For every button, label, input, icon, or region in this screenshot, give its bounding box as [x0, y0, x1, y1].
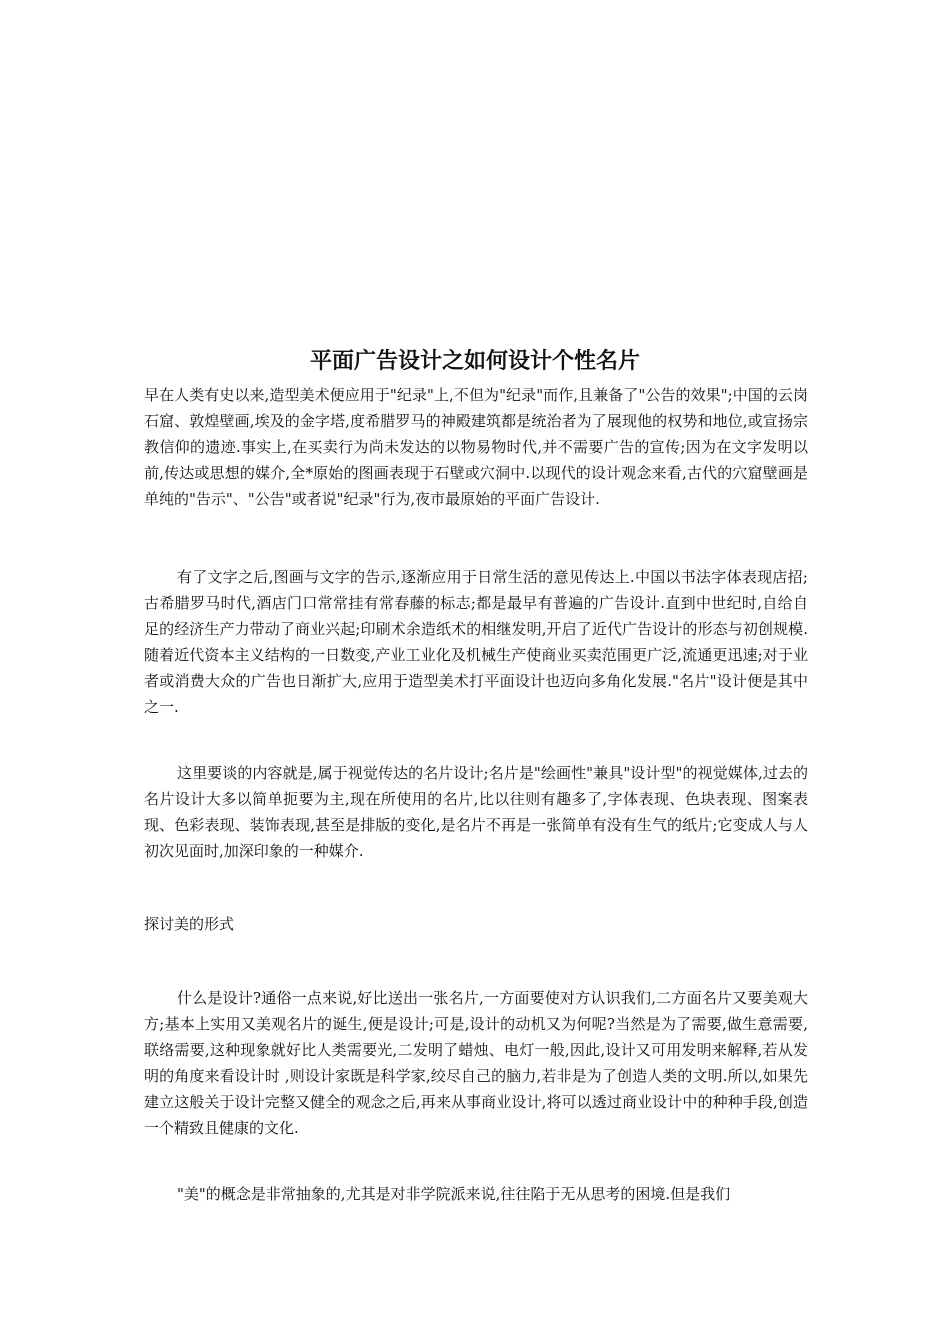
section-heading: 探讨美的形式 — [144, 915, 235, 933]
paragraph-business-card: 这里要谈的内容就是,属于视觉传达的名片设计;名片是"绘画性"兼具"设计型"的视觉媒体,过去的名片设计大多以简单扼要为主,现在所使用的名片,比以往则有趣多了,字体表现、色块表现、图案表现、色彩表现、装饰表现,甚至是排版的变化,是名片不再是一张简单有没有生气的纸片;它变成人与人初次见面时,加深印象的一种媒介. — [144, 764, 808, 860]
document-title: 平面广告设计之如何设计个性名片 — [309, 349, 640, 374]
paragraph-what-is-design: 什么是设计?通俗一点来说,好比送出一张名片,一方面要使对方认识我们,二方面名片又要美观大方;基本上实用又美观名片的诞生,便是设计;可是,设计的动机又为何呢?当然是为了需要,做生意需要,联络需要,这种现象就好比人类需要光,二发明了蜡烛、电灯一般,因此,设计又可用发明来解释,若从发明的角度来看设计时 ,则设计家既是科学家,绞尽自己的脑力,若非是为了创造人类的文明.所以,如果先建立这般关于设计完整又健全的观念之后,再来从事商业设计,将可以透过商业设计中的种种手段,创造一个精致且健康的文化. — [144, 989, 808, 1137]
paragraph-beauty-concept: "美"的概念是非常抽象的,尤其是对非学院派来说,往往陷于无从思考的困境.但是我们 — [177, 1185, 731, 1203]
paragraph-text-era: 有了文字之后,图画与文字的告示,逐渐应用于日常生活的意见传达上.中国以书法字体表现店招;古希腊罗马时代,酒店门口常常挂有常春藤的标志;都是最早有普遍的广告设计.直到中世纪时,自给自足的经济生产力带动了商业兴起;印刷术余造纸术的相继发明,开启了近代广告设计的形态与初创规模.随着近代资本主义结构的一日数变,产业工业化及机械生产使商业买卖范围更广泛,流通更迅速;对于业者或消费大众的广告也日渐扩大,应用于造型美术打平面设计也迈向多角化发展."名片"设计便是其中之一. — [144, 568, 808, 716]
paragraph-origins: 早在人类有史以来,造型美术便应用于"纪录"上,不但为"纪录"而作,且兼备了"公告的效果";中国的云岗石窟、敦煌壁画,埃及的金字塔,度希腊罗马的神殿建筑都是统治者为了展现他的权势和地位,或宣扬宗教信仰的遗迹.事实上,在买卖行为尚未发达的以物易物时代,并不需要广告的宣传;因为在文字发明以前,传达或思想的媒介,全*原始的图画表现于石壁或穴洞中.以现代的设计观念来看,古代的穴窟壁画是单纯的"告示"、"公告"或者说"纪录"行为,夜市最原始的平面广告设计. — [144, 386, 808, 508]
